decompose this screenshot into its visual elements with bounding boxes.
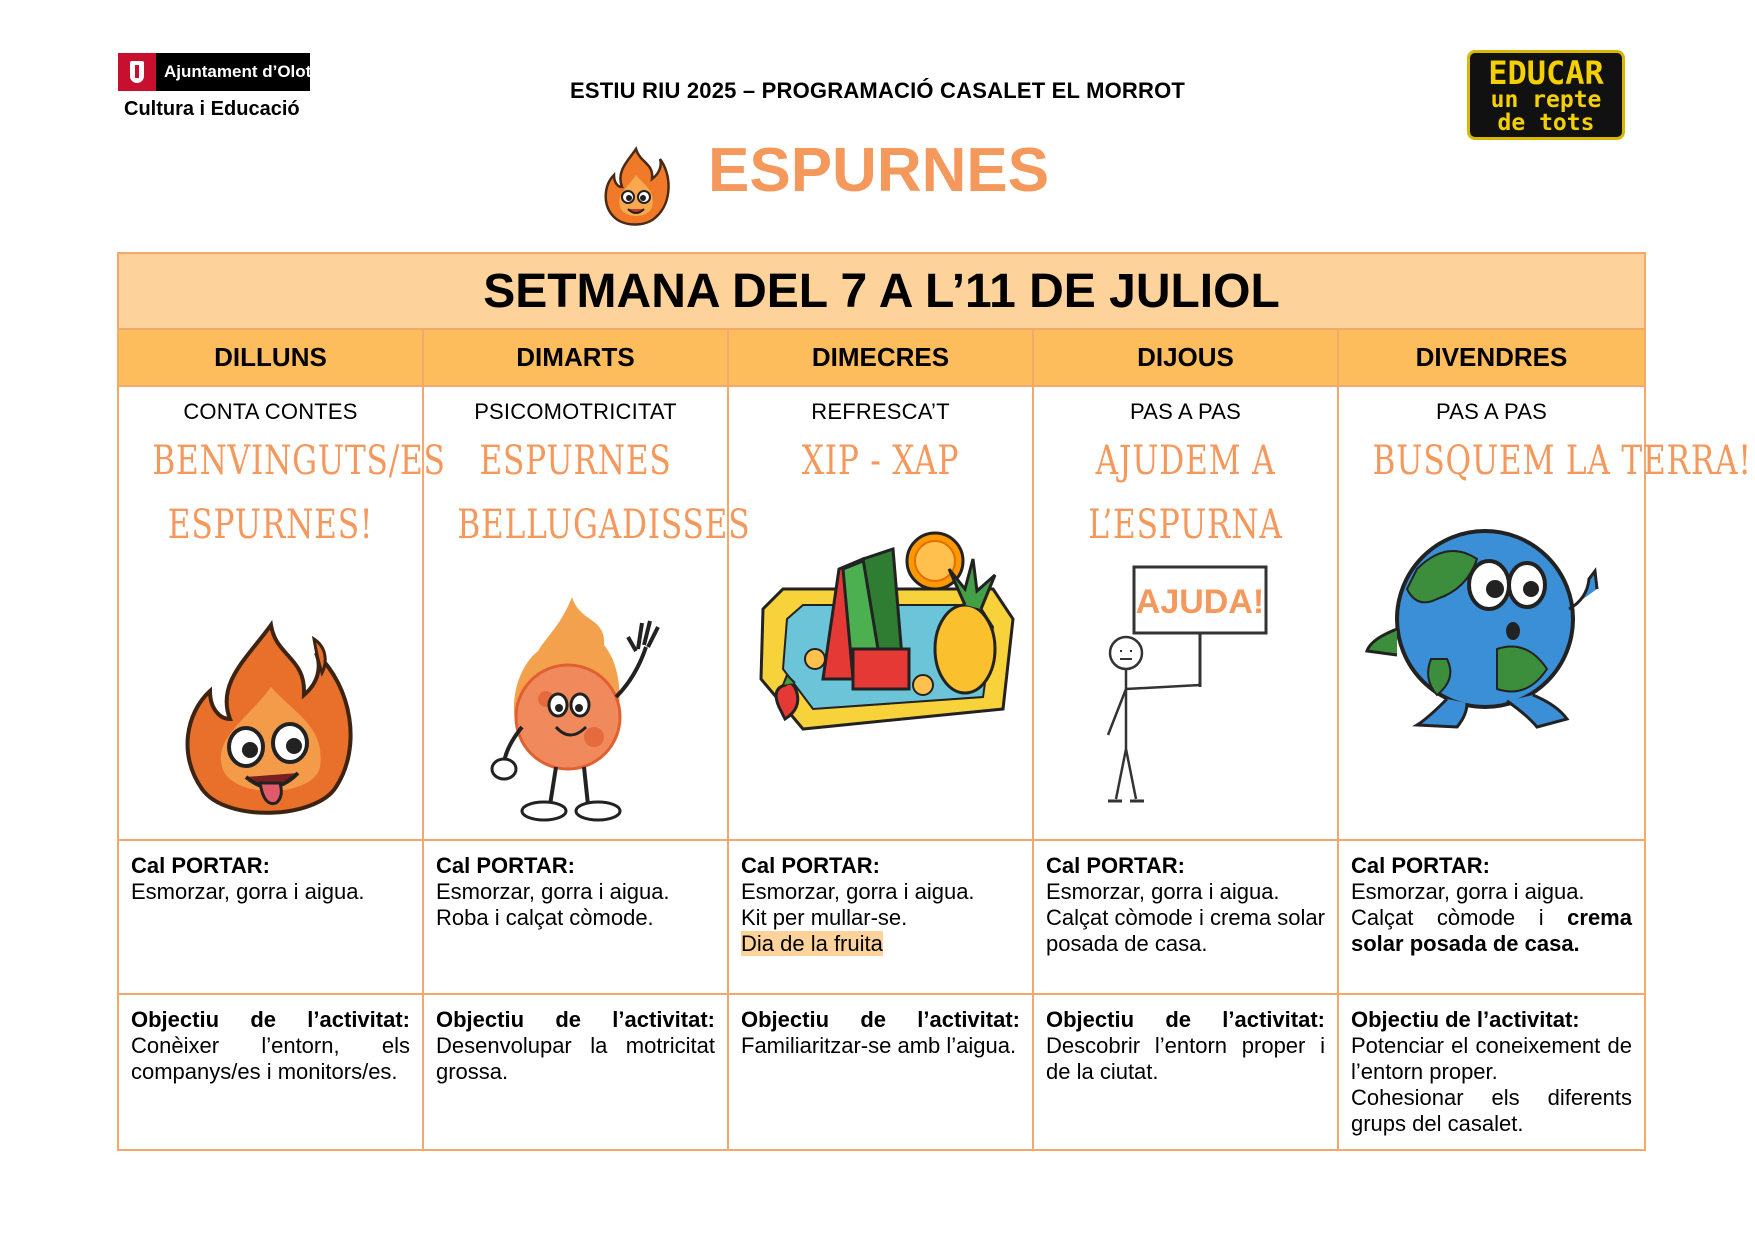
goal-text: Familiaritzar-se amb l’aigua. — [741, 1033, 1017, 1058]
bring-label: Cal PORTAR: — [1046, 853, 1185, 878]
goal-cell-tuesday — [423, 994, 728, 1150]
flame-character-icon — [176, 617, 366, 827]
goal-text: Desenvolupar la motricitat grossa. — [436, 1033, 715, 1084]
bring-cell-friday — [1338, 840, 1645, 994]
bring-cell-tuesday — [423, 840, 728, 994]
activity-title-line: XIP - XAP — [801, 438, 960, 484]
badge-line1: EDUCAR — [1488, 54, 1604, 92]
badge-line2: un repte — [1490, 87, 1602, 113]
logo-department: Cultura i Educació — [124, 98, 300, 120]
bring-cell-thursday — [1033, 840, 1338, 994]
activity-title-line: ESPURNES! — [167, 502, 374, 548]
day-header-tuesday: DIMARTS — [423, 329, 728, 386]
stickman-help-sign-icon — [1096, 559, 1276, 809]
bring-cell-monday — [118, 840, 423, 994]
logo-org-name: Ajuntament d’Olot — [164, 62, 312, 81]
illustration-wrapper — [1339, 519, 1644, 739]
goal-text: Conèixer l’entorn, els companys/es i monitors/es. — [131, 1033, 410, 1084]
goal-cell-thursday — [1033, 994, 1338, 1150]
activity-title — [152, 429, 446, 557]
bring-line: Esmorzar, gorra i aigua. — [436, 879, 670, 904]
bring-line: Esmorzar, gorra i aigua. — [131, 879, 365, 904]
walking-earth-icon — [1357, 519, 1627, 739]
weekly-schedule-table — [117, 252, 1752, 1151]
activity-title — [1067, 429, 1303, 557]
bring-line: Esmorzar, gorra i aigua. — [1351, 879, 1585, 904]
bring-cell-wednesday — [728, 840, 1033, 994]
activity-title-line: ESPURNES — [479, 438, 672, 484]
activity-cell-thursday — [1033, 386, 1338, 840]
activity-type: PAS A PAS — [1129, 399, 1242, 424]
educar-badge — [1467, 50, 1625, 140]
goal-cell-monday — [118, 994, 423, 1150]
day-header-monday: DILLUNS — [118, 329, 423, 386]
bring-line: Calçat còmode i crema solar posada de casa. — [1046, 905, 1325, 956]
day-header-wednesday: DIMECRES — [728, 329, 1033, 386]
bring-line: Esmorzar, gorra i aigua. — [741, 879, 975, 904]
activity-type: CONTA CONTES — [183, 399, 358, 424]
group-title: ESPURNES — [708, 136, 1050, 205]
activity-cell-tuesday — [423, 386, 751, 840]
goal-label: Objectiu de l’activitat: — [741, 1007, 1020, 1032]
activity-cell-monday — [118, 386, 446, 840]
bring-label: Cal PORTAR: — [741, 853, 880, 878]
activity-title-line: AJUDEM A — [1095, 438, 1276, 484]
bring-line: Esmorzar, gorra i aigua. — [1046, 879, 1280, 904]
activity-cell-wednesday — [728, 386, 1033, 840]
activity-type: PAS A PAS — [1435, 399, 1548, 424]
activity-title-line: BUSQUEM LA TERRA! — [1372, 438, 1752, 484]
waving-fireball-icon — [476, 587, 676, 827]
illustration-wrapper — [424, 587, 727, 827]
goal-cell-wednesday — [728, 994, 1033, 1150]
bring-line-bold: crema solar posada de casa. — [1351, 905, 1632, 956]
pool-with-fruit-icon — [743, 529, 1019, 749]
goal-label: Objectiu de l’activitat: — [1351, 1007, 1580, 1032]
fruit-day-highlight: Dia de la fruita — [741, 931, 883, 956]
illustration-wrapper — [729, 529, 1032, 749]
badge-line3: de tots — [1497, 110, 1595, 136]
activity-title — [762, 429, 998, 493]
activity-title — [1372, 429, 1752, 493]
bring-line: Calçat còmode i — [1351, 905, 1544, 930]
bring-label: Cal PORTAR: — [1351, 853, 1490, 878]
goal-text: Descobrir l’entorn proper i de la ciutat. — [1046, 1033, 1325, 1084]
activity-title-line: L’ESPURNA — [1088, 502, 1283, 548]
goal-label: Objectiu de l’activitat: — [436, 1007, 715, 1032]
goal-label: Objectiu de l’activitat: — [131, 1007, 410, 1032]
activity-title — [457, 429, 751, 557]
sign-text: AJUDA! — [1135, 583, 1264, 621]
day-header-friday: DIVENDRES — [1338, 329, 1645, 386]
activity-title-line: BENVINGUTS/ES — [152, 438, 446, 484]
goal-label: Objectiu de l’activitat: — [1046, 1007, 1325, 1032]
activity-title-line: BELLUGADISSES — [457, 502, 751, 548]
goal-cell-friday — [1338, 994, 1645, 1150]
week-title: SETMANA DEL 7 A L’11 DE JULIOL — [118, 253, 1645, 329]
goal-text: Cohesionar els diferents grups del casalet. — [1351, 1085, 1632, 1136]
goal-text: Potenciar el coneixement de l’entorn proper. — [1351, 1033, 1632, 1084]
activity-type: PSICOMOTRICITAT — [474, 399, 677, 424]
bring-line: Kit per mullar-se. — [741, 905, 908, 930]
illustration-wrapper — [119, 617, 422, 827]
illustration-wrapper — [1034, 559, 1337, 809]
small-flame-icon — [600, 145, 672, 227]
activity-type: REFRESCA’T — [811, 399, 950, 424]
bring-label: Cal PORTAR: — [436, 853, 575, 878]
day-header-thursday: DIJOUS — [1033, 329, 1338, 386]
document-title: ESTIU RIU 2025 – PROGRAMACIÓ CASALET EL MORROT — [569, 78, 1186, 103]
activity-cell-friday — [1338, 386, 1752, 840]
bring-label: Cal PORTAR: — [131, 853, 270, 878]
bring-line: Roba i calçat còmode. — [436, 905, 654, 930]
